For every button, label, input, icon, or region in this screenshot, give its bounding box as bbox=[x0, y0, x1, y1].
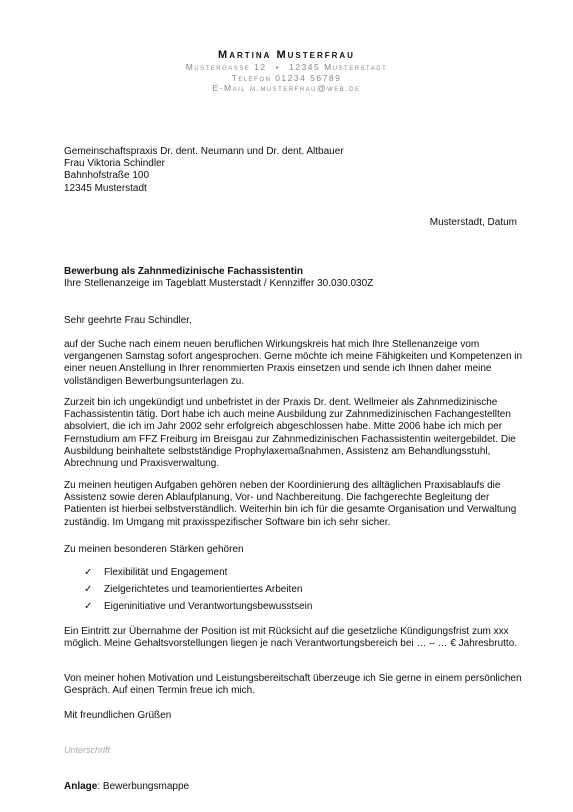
paragraph-availability: Ein Eintritt zur Übernahme der Position ist mit Rücksicht auf die gesetzliche Kündigungsfrist zum xxx möglich. Meine Gehaltsvorstellungen liegen je nach Verantwortungsbereich bei … – … € Jahresbrutto. bbox=[64, 626, 518, 650]
recipient-line-1: Gemeinschaftspraxis Dr. dent. Neumann und Dr. dent. Altbauer bbox=[64, 146, 344, 157]
salutation: Sehr geehrte Frau Schindler, bbox=[64, 315, 192, 326]
check-icon: ✓ bbox=[84, 567, 93, 578]
separator-dot: • bbox=[275, 62, 281, 72]
strength-label: Eigeninitiative und Verantwortungsbewusstsein bbox=[104, 601, 313, 612]
signature-placeholder: Unterschrift bbox=[64, 745, 111, 755]
recipient-line-2: Frau Viktoria Schindler bbox=[64, 158, 165, 170]
strengths-list bbox=[82, 564, 542, 615]
sender-name: Martina Musterfrau bbox=[218, 49, 355, 61]
letterhead bbox=[0, 48, 573, 94]
sender-phone: Telefon 01234 56789 bbox=[231, 72, 342, 83]
greeting: Mit freundlichen Grüßen bbox=[64, 710, 172, 721]
sender-email: E-Mail m.musterfrau@web.de bbox=[212, 83, 361, 93]
check-icon: ✓ bbox=[84, 584, 93, 595]
attachment-value: : Bewerbungsmappe bbox=[97, 781, 190, 792]
sender-street: Mustergasse 12 bbox=[185, 62, 267, 72]
subject-title: Bewerbung als Zahnmedizinische Fachassistentin bbox=[64, 266, 303, 277]
list-item bbox=[82, 564, 542, 581]
subject-block bbox=[64, 266, 524, 290]
paragraph-experience: Zurzeit bin ich ungekündigt und unbefristet in der Praxis Dr. dent. Wellmeier als Zahnmedizinische Fachassistentin tätig. Dort habe ich auch meine Ausbildung zur Zahnmedizinischen Fachangestellten absolviert, die ich im Jahr 2002 sehr erfolgreich abgeschlossen habe. Mitte 2006 habe ich mich per Fernstudium am FFZ Freiburg im Breisgau zur Zahnmedizinischen Fachassistentin weitergebildet. Die Ausbildung beinhaltete selbstständige Prophylaxemaßnahmen, Assistenz am Behandlungsstuhl, Abrechnung und Praxisverwaltung. bbox=[64, 397, 516, 470]
paragraph-closing: Von meiner hohen Motivation und Leistungsbereitschaft überzeuge ich Sie gerne in einem persönlichen Gespräch. Auf einen Termin freue ich mich. bbox=[64, 673, 522, 697]
paragraph-strengths-intro: Zu meinen besonderen Stärken gehören bbox=[64, 544, 244, 555]
recipient-address bbox=[64, 146, 524, 195]
place-date: Musterstadt, Datum bbox=[429, 217, 517, 228]
strength-label: Flexibilität und Engagement bbox=[104, 567, 228, 578]
subject-reference: Ihre Stellenanzeige im Tageblatt Musterstadt / Kennziffer 30.030.030Z bbox=[64, 278, 374, 290]
recipient-line-3: Bahnhofstraße 100 bbox=[64, 170, 150, 182]
paragraph-intro: auf der Suche nach einem neuen beruflichen Wirkungskreis hat mich Ihre Stellenanzeige vom vergangenen Samstag sofort angesprochen. Gerne möchte ich meine Fähigkeiten und Kompetenzen in einer neuen Anstellung in Ihrer renommierten Praxis einsetzen und sende ich Ihnen daher meine vollständigen Bewerbungsunterlagen zu. bbox=[64, 339, 523, 387]
sender-address bbox=[0, 62, 573, 73]
check-icon: ✓ bbox=[84, 601, 93, 612]
list-item bbox=[82, 598, 542, 615]
attachment-line bbox=[64, 781, 189, 792]
recipient-line-4: 12345 Musterstadt bbox=[64, 182, 147, 194]
strength-label: Zielgerichtetes und teamorientiertes Arbeiten bbox=[104, 584, 303, 595]
paragraph-tasks: Zu meinen heutigen Aufgaben gehören neben der Koordinierung des alltäglichen Praxisablaufs die Assistenz sowie deren Ablaufplanung, Vor- und Nachbereitung. Die fachgerechte Begleitung der Patienten ist hierbei selbstverständlich. Weiterhin bin ich für die gesamte Organisation und Verwaltung zuständig. Im Umgang mit praxisspezifischer Software bin ich sehr sicher. bbox=[64, 480, 517, 528]
attachment-label: Anlage bbox=[64, 781, 98, 792]
sender-city: 12345 Musterstadt bbox=[289, 62, 388, 72]
list-item bbox=[82, 581, 542, 598]
